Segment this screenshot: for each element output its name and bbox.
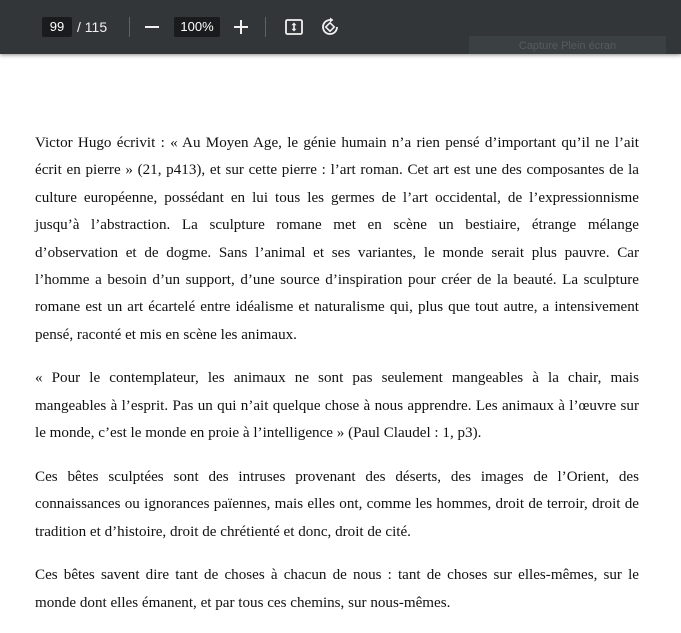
rotate-button[interactable]	[316, 13, 344, 41]
fit-to-page-button[interactable]	[280, 13, 308, 41]
zoom-level-input[interactable]: 100%	[174, 17, 220, 37]
page-text	[35, 130, 639, 633]
toolbar-divider	[265, 17, 266, 37]
pdf-page	[0, 54, 681, 623]
paragraph: Ces bêtes sculptées sont des intruses provenant des déserts, des images de l’Orient, des connaissances ou ignorances païennes, mais elles ont, comme les hommes, droit de terroir, droit de tradition et d’histoire, droit de chrétienté et donc, droit de cité.	[35, 468, 639, 540]
rotate-icon	[320, 17, 340, 37]
zoom-in-button[interactable]	[227, 13, 255, 41]
zoom-out-button[interactable]	[138, 13, 166, 41]
pdf-toolbar	[0, 0, 681, 54]
paragraph: Ces bêtes savent dire tant de choses à chacun de nous : tant de choses sur elles-mêmes, sur le monde dont elles émanent, et par tous ces chemins, sur nous-mêmes.	[35, 567, 639, 611]
page-number-input[interactable]: 99	[42, 17, 72, 37]
minus-icon	[145, 20, 159, 34]
paragraph: « Pour le contemplateur, les animaux ne sont pas seulement mangeables à la chair, mais mangeables à l’esprit. Pas un qui n’ait quelque chose à nous apprendre. Les animaux à l’œuvre sur le monde, c’est le monde en proie à l’intelligence » (Paul Claudel : 1, p3).	[35, 370, 639, 442]
page-total-label: / 115	[77, 19, 108, 35]
toolbar-divider	[129, 17, 130, 37]
paragraph: Victor Hugo écrivit : « Au Moyen Age, le génie humain n’a rien pensé d’important qu’il ne l’ait écrit en pierre » (21, p413), et sur cette pierre : l’art roman. Cet art est une des composantes de la culture européenne, possédant en lui tous les germes de l’art occidental, de l’expressionnisme jusqu’à l’abstraction. La sculpture romane met en scène un bestiaire, étrange mélange d’observation et de dogme. Sans l’animal et ses variantes, le monde serait plus pauvre. Car l’homme a besoin d’un support, d’une source d’inspiration pour créer de la beauté. La sculpture romane est un art écartelé entre idéalisme et naturalisme qui, plus que tout autre, a intensivement pensé, raconté et mis en scène les animaux.	[35, 135, 639, 343]
fit-page-icon	[285, 18, 303, 36]
plus-icon	[234, 20, 248, 34]
capture-fullscreen-button[interactable]: Capture Plein écran	[469, 36, 666, 54]
